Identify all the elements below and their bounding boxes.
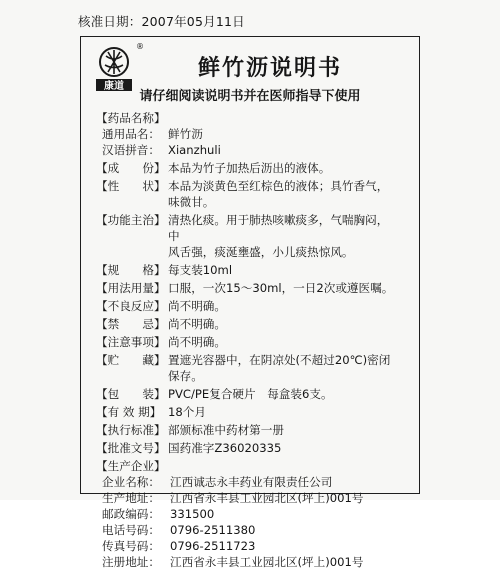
field-label: 通用品名：	[102, 127, 160, 141]
field-value: 部颁标准中药材第一册	[168, 423, 284, 437]
field-value: Xianzhuli	[168, 143, 221, 157]
field-value: PVC/PE复合硬片 每盒装6支。	[168, 387, 333, 401]
field-row	[96, 212, 396, 260]
document-subtitle: 请仔细阅读说明书并在医师指导下使用	[139, 89, 361, 104]
brand-text: 康道	[104, 81, 124, 92]
manufacturer-value: 0796-2511723	[170, 539, 256, 553]
registered-mark: ®	[136, 42, 144, 51]
manufacturer-row	[96, 554, 396, 570]
manufacturer-row	[96, 490, 396, 506]
field-label: 【功能主治】	[96, 213, 166, 227]
manufacturer-value: 江西省永丰县工业园北区(坪上)001号	[170, 491, 364, 505]
manufacturer-value: 江西省永丰县工业园北区(坪上)001号	[170, 555, 364, 569]
field-value	[168, 110, 396, 126]
field-row	[96, 352, 396, 384]
field-label: 【规 格】	[96, 263, 166, 277]
manufacturer-label: 电话号码：	[102, 523, 160, 537]
field-row	[96, 110, 396, 126]
field-label: 【用法用量】	[96, 281, 166, 295]
field-value: 每支装10ml	[168, 263, 233, 277]
field-value: 尚不明确。	[168, 335, 226, 349]
field-value: 口服，一次15～30ml，一日2次或遵医嘱。	[168, 281, 394, 295]
field-label: 【包 装】	[96, 387, 166, 401]
approval-date: 核准日期：2007年05月11日	[78, 14, 245, 29]
field-value: 本品为竹子加热后沥出的液体。	[168, 161, 331, 175]
field-label: 【药品名称】	[96, 111, 166, 125]
field-value	[168, 458, 396, 474]
manufacturer-label: 传真号码：	[102, 539, 160, 553]
field-label: 【批准文号】	[96, 441, 166, 455]
field-row	[96, 178, 396, 210]
field-row	[96, 440, 396, 456]
manufacturer-value: 0796-2511380	[170, 523, 256, 537]
field-row	[96, 298, 396, 314]
document-title: 鲜竹沥说明书	[197, 56, 342, 81]
field-label: 【不良反应】	[96, 299, 166, 313]
field-row	[96, 280, 396, 296]
field-row	[96, 142, 396, 158]
field-value: 18个月	[168, 405, 206, 419]
field-label: 【成 份】	[96, 161, 166, 175]
manufacturer-row	[96, 522, 396, 538]
field-list	[96, 108, 396, 570]
manufacturer-label: 注册地址：	[102, 555, 160, 569]
field-value: 置遮光容器中，在阴凉处(不超过20℃)密闭保存。	[168, 353, 391, 383]
field-value: 尚不明确。	[168, 299, 226, 313]
field-value: 国药准字Z36020335	[168, 441, 282, 455]
field-label: 【性 状】	[96, 179, 166, 193]
manufacturer-row	[96, 506, 396, 522]
field-row	[96, 386, 396, 402]
field-value: 尚不明确。	[168, 317, 226, 331]
manufacturer-value: 江西诚志永丰药业有限责任公司	[170, 475, 333, 489]
field-label: 汉语拼音：	[102, 143, 160, 157]
manufacturer-label: 生产地址：	[102, 491, 160, 505]
field-row	[96, 262, 396, 278]
bamboo-emblem-icon	[94, 46, 134, 92]
field-value: 鲜竹沥	[168, 127, 203, 141]
field-row	[96, 422, 396, 438]
field-label: 【生产企业】	[96, 459, 166, 473]
field-row	[96, 316, 396, 332]
field-row	[96, 404, 396, 420]
manufacturer-label: 企业名称：	[102, 475, 160, 489]
manufacturer-value: 331500	[170, 507, 215, 521]
field-label: 【有 效 期】	[96, 405, 162, 419]
field-value: 清热化痰。用于肺热咳嗽痰多，气喘胸闷，中 风舌强，痰涎壅盛，小儿痰热惊风。	[168, 213, 389, 259]
field-label: 【注意事项】	[96, 335, 166, 349]
field-row	[96, 334, 396, 350]
manufacturer-row	[96, 538, 396, 554]
field-value: 本品为淡黄色至红棕色的液体；具竹香气， 味微甘。	[168, 179, 389, 209]
field-label: 【执行标准】	[96, 423, 166, 437]
field-label: 【禁 忌】	[96, 317, 166, 331]
field-row	[96, 160, 396, 176]
manufacturer-label: 邮政编码：	[102, 507, 160, 521]
field-label: 【贮 藏】	[96, 353, 166, 367]
manufacturer-row	[96, 474, 396, 490]
field-row	[96, 126, 396, 142]
field-row	[96, 458, 396, 474]
